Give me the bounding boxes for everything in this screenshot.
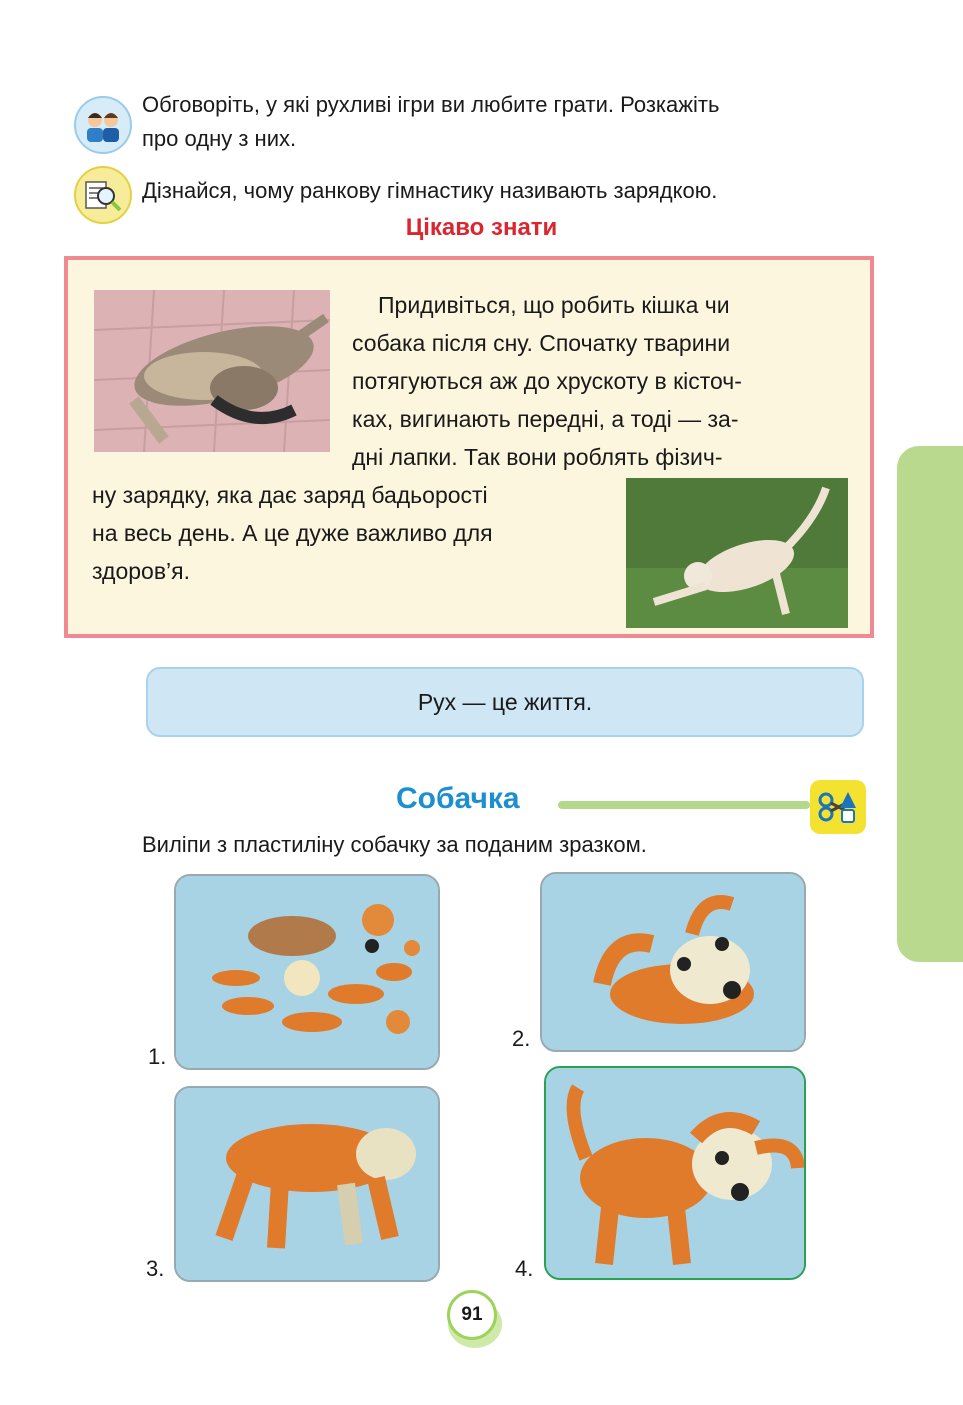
step-3-photo bbox=[174, 1086, 440, 1282]
step-1-photo bbox=[174, 874, 440, 1070]
craft-title: Собачка bbox=[396, 782, 520, 815]
scissors-craft-icon bbox=[810, 780, 866, 834]
step-2-photo bbox=[540, 872, 806, 1052]
step-number: 3. bbox=[146, 1256, 165, 1281]
fact-line: потягуються аж до хрускоту в кісточ- bbox=[352, 368, 742, 394]
fact-line: собака після сну. Спочатку тварини bbox=[352, 330, 731, 356]
fact-line: на весь день. А це дуже важливо для bbox=[92, 520, 493, 546]
step-number: 1. bbox=[148, 1044, 167, 1069]
fact-line: ках, вигинають передні, а тоді — за- bbox=[352, 406, 739, 432]
fact-line: Придивіться, що робить кішка чи bbox=[378, 292, 730, 318]
find-out-task: Дізнайся, чому ранкову гімнастику називають зарядкою. bbox=[142, 178, 718, 203]
two-children-icon bbox=[74, 96, 132, 154]
motto-banner: Рух — це життя. bbox=[146, 667, 864, 737]
title-underline bbox=[558, 801, 810, 809]
page-number: 91 bbox=[447, 1290, 497, 1340]
fact-title: Цікаво знати bbox=[405, 214, 558, 241]
fact-text-right bbox=[352, 286, 848, 476]
fact-line: ну зарядку, яка дає заряд бадьорості bbox=[92, 482, 488, 508]
step-number: 4. bbox=[515, 1256, 534, 1281]
step-4-photo bbox=[544, 1066, 806, 1280]
side-tab bbox=[897, 446, 963, 962]
cat-photo bbox=[94, 290, 330, 452]
fact-text-left bbox=[92, 476, 608, 590]
discuss-task-line-2: про одну з них. bbox=[142, 126, 297, 151]
fact-line: здоров’я. bbox=[92, 558, 191, 584]
step-number: 2. bbox=[512, 1026, 531, 1051]
fact-box bbox=[64, 256, 874, 638]
dog-stretching-photo bbox=[626, 478, 848, 628]
fact-line: дні лапки. Так вони роблять фізич- bbox=[352, 444, 723, 470]
craft-instruction: Виліпи з пластиліну собачку за поданим зразком. bbox=[142, 832, 647, 857]
discuss-task-line-1: Обговоріть, у які рухливі ігри ви любите грати. Розкажіть bbox=[142, 92, 720, 117]
